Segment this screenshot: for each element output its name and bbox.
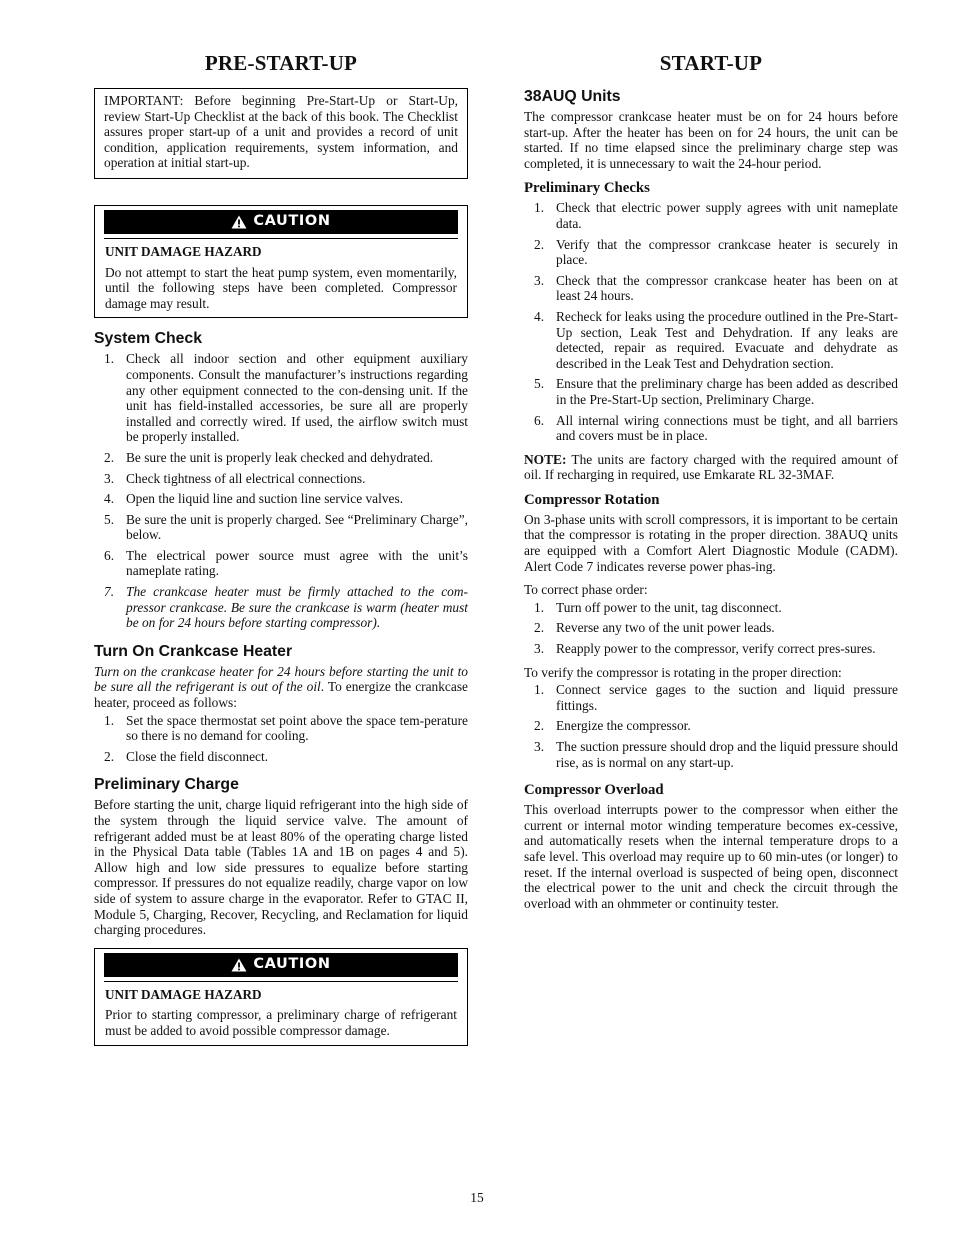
- caution-label: CAUTION: [253, 955, 331, 972]
- units-text: The compressor crankcase heater must be on for 24 hours before start-up. After the heater has been on for 24 hours, the unit can be started. If no time elapsed since the preliminary charge step was completed, it is unnecessary to wait the 24-hour period.: [524, 109, 898, 171]
- hazard-title: UNIT DAMAGE HAZARD: [105, 243, 262, 259]
- list-item: 2. Energize the compressor.: [534, 718, 691, 734]
- overload-text: This overload interrupts power to the compressor when either the current or internal motor winding temperature becomes ex-cessive, and automatically resets when the internal temperature drops to a safe level. This overload may require up to 60 min-utes (or longer) to reset. If the internal overload is suspected of being open, disconnect the electrical power to the unit and check the circuit through the overload with an ohmmeter or continuity tester.: [524, 802, 898, 911]
- caution-text: Prior to starting compressor, a preliminary charge of refrigerant must be added to avoid possible compressor damage.: [105, 1007, 457, 1038]
- list-item: 3. Check tightness of all electrical connections.: [104, 470, 366, 486]
- start-up-title: START-UP: [659, 51, 763, 75]
- system-check-list: [94, 351, 468, 631]
- correct-phase-list: [524, 600, 898, 657]
- list-item: 1. Connect service gages to the suction and liquid pressure fittings.: [534, 682, 898, 713]
- list-item: 6. All internal wiring connections must be tight, and all barriers and covers must be in place.: [534, 412, 898, 444]
- list-item: 5. Be sure the unit is properly charged. See “Preliminary Charge”, below.: [104, 511, 468, 543]
- caution-banner: [104, 953, 458, 977]
- compressor-rotation-heading: Compressor Rotation: [524, 491, 660, 508]
- list-item: 2. Close the field disconnect.: [104, 748, 269, 764]
- crankcase-heading: Turn On Crankcase Heater: [94, 642, 293, 660]
- crankcase-intro: Turn on the crankcase heater for 24 hours before starting the unit to be sure all the refrigerant is out of the oil. To energize the crankcase heater, proceed as follows:: [94, 663, 468, 711]
- preliminary-checks-heading: Preliminary Checks: [524, 180, 650, 197]
- list-item: 7. The crankcase heater must be firmly attached to the com-pressor crankcase. Be sure the crankcase is warm (heater must be on for 24 hours before starting compressor).: [104, 584, 468, 631]
- important-notice: IMPORTANT: Before beginning Pre-Start-Up or Start-Up, review Start-Up Checklist at the back of this book. The Checklist assures proper start-up of a unit and provides a record of unit condition, application requirements, system information, and operation at initial start-up.: [94, 88, 468, 179]
- left-column: [94, 50, 468, 1046]
- units-heading: 38AUQ Units: [524, 88, 621, 105]
- list-item: 4. Recheck for leaks using the procedure outlined in the Pre-Start-Up section, Leak Test and Dehydration. If any leaks are detected, repair as required. Evacuate and dehydrate as described in the Leak Test and Dehydration section.: [534, 308, 898, 371]
- list-item: 1. Turn off power to the unit, tag disconnect.: [534, 599, 782, 615]
- caution-text: Do not attempt to start the heat pump system, even momentarily, until the following steps have been completed. Compressor damage may result.: [105, 264, 457, 311]
- system-check-heading: System Check: [94, 330, 203, 348]
- rotation-text: On 3-phase units with scroll compressors, it is important to be certain that the compressor is rotating in the proper direction. 38AUQ units are equipped with a Comfort Alert Diagnostic Module (CADM). Alert Code 7 indicates reverse power phas-ing.: [524, 511, 898, 574]
- list-item: 1. Set the space thermostat set point above the space tem-perature so there is no demand for cooling.: [104, 712, 468, 744]
- compressor-overload-heading: Compressor Overload: [524, 782, 664, 799]
- list-item: 2. Be sure the unit is properly leak checked and dehydrated.: [104, 449, 434, 465]
- oil-note: NOTE: The units are factory charged with the required amount of oil. If recharging in required, use Emkarate RL 32-3MAF.: [524, 451, 898, 483]
- page-number: 15: [470, 1190, 484, 1205]
- right-column: [524, 50, 898, 911]
- list-item: 6. The electrical power source must agree with the unit’s nameplate rating.: [104, 547, 468, 579]
- list-item: 1. Check all indoor section and other equipment auxiliary components. Consult the manufacturer’s instructions regarding any other equipment connected to the con-densing unit. If the unit has field-installed accessories, be sure all are properly installed and correctly wired. If used, the airflow switch must be properly installed.: [104, 351, 468, 445]
- list-item: 1. Check that electric power supply agrees with unit nameplate data.: [534, 200, 898, 231]
- caution-label: CAUTION: [253, 213, 331, 230]
- list-item: 4. Open the liquid line and suction line service valves.: [104, 491, 404, 507]
- list-item: 3. Reapply power to the compressor, verify correct pres-sures.: [534, 641, 876, 657]
- caution-banner: [104, 210, 458, 234]
- preliminary-charge-text: Before starting the unit, charge liquid refrigerant into the high side of the system through the liquid service valve. The amount of refrigerant added must be at least 80% of the operating charge listed in the Physical Data table (Tables 1A and 1B on pages 4 and 5). Allow high and low side pressures to equalize before starting compressor. If pressures do not equalize readily, charge vapor on low side of system to assure charge in the evaporator. Refer to GTAC II, Module 5, Charging, Recover, Recycling, and Reclamation for liquid charging procedures.: [94, 797, 468, 938]
- crankcase-list: [94, 713, 468, 765]
- caution-box-1: [94, 205, 468, 318]
- list-item: 3. The suction pressure should drop and the liquid pressure should rise, as is normal on any start-up.: [534, 739, 898, 770]
- list-item: 2. Verify that the compressor crankcase heater is securely in place.: [534, 236, 898, 268]
- warning-icon: [231, 215, 247, 229]
- list-item: 3. Check that the compressor crankcase heater has been on at least 24 hours.: [534, 272, 898, 304]
- preliminary-checks-list: [524, 200, 898, 443]
- preliminary-charge-heading: Preliminary Charge: [94, 776, 239, 794]
- list-item: 5. Ensure that the preliminary charge has been added as described in the Pre-Start-Up section, Preliminary Charge.: [534, 376, 898, 407]
- warning-icon: [231, 958, 247, 972]
- verify-rotation-list: [524, 682, 898, 770]
- pre-start-up-title: PRE-START-UP: [204, 51, 358, 75]
- verify-rotation-intro: To verify the compressor is rotating in the proper direction:: [524, 664, 842, 680]
- list-item: 2. Reverse any two of the unit power leads.: [534, 620, 775, 636]
- hazard-title: UNIT DAMAGE HAZARD: [105, 986, 262, 1002]
- caution-box-2: [94, 948, 468, 1046]
- correct-phase-intro: To correct phase order:: [524, 582, 648, 598]
